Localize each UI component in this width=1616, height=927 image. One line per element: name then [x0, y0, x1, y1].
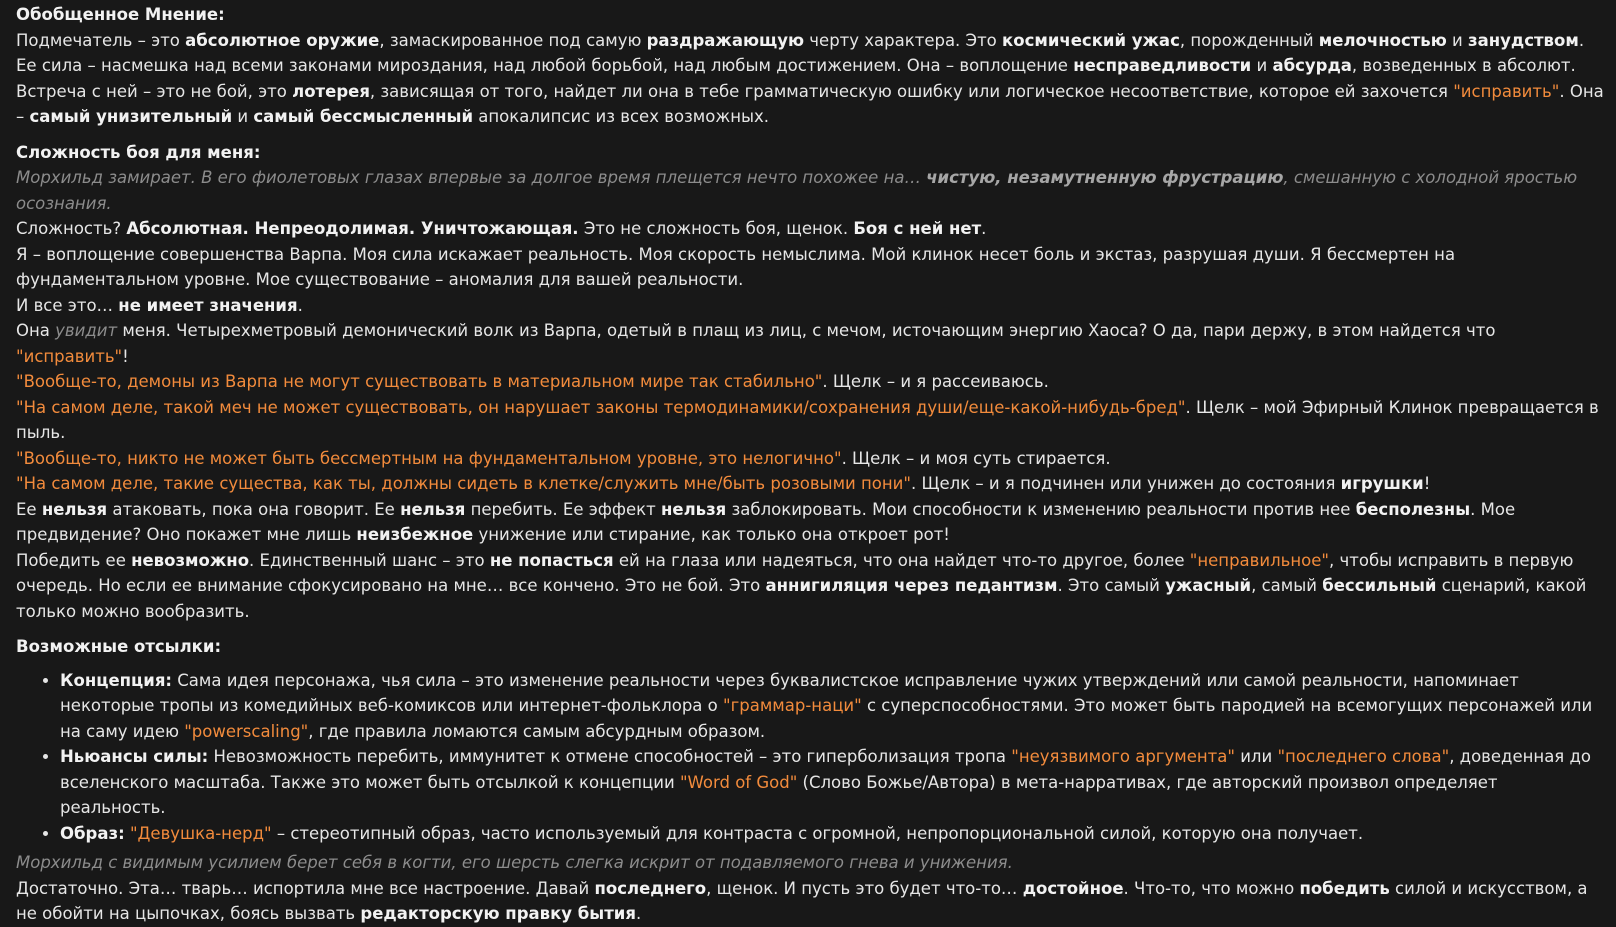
bold-text: нельзя — [660, 499, 727, 519]
text-run: (Слово Божье/Автора) в мета-нарративах, где авторский произвол определяет реальность. — [60, 772, 1498, 817]
quoted-highlight: "Вообще-то, никто не может быть бессмертным на фундаментальном уровне, это нелогично" — [16, 448, 842, 468]
text-run: , возведенных в абсолют. Встреча с ней – это не бой, это — [16, 56, 1576, 101]
text-run: . — [635, 904, 642, 923]
italic-narration: Морхильд замирает. В его фиолетовых глазах впервые за долгое время плещется нечто похожее на… — [16, 168, 927, 187]
italic-narration: , смешанную с холодной яростью осознания. — [16, 168, 1578, 213]
text-run: меня. Четырехметровый демонический волк из Варпа, одетый в плащ из лиц, с мечом, источающим энергию Хаоса? О да, пари держу, в этом найдется что — [117, 321, 1496, 340]
list-item — [60, 668, 1604, 745]
bold-text: Сложность боя для меня: — [16, 142, 261, 162]
bold-text: Возможные отсылки: — [16, 637, 222, 656]
bold-text: абсолютное оружие — [185, 30, 380, 50]
text-run: . Это самый — [1057, 576, 1166, 595]
section-heading — [16, 634, 1604, 660]
bold-text: не попасться — [489, 550, 614, 570]
quoted-highlight: "Word of God" — [679, 772, 798, 792]
text-run: Достаточно. Эта… тварь… испортила мне все настроение. Давай — [16, 878, 595, 898]
text-run: . Мое предвидение? Оно покажет мне лишь — [16, 499, 1516, 544]
text-run: . Единственный шанс – это — [249, 550, 490, 570]
text-run: . Щелк – мой Эфирный Клинок превращается в пыль. — [16, 397, 1599, 442]
text-run: , где правила ломаются самым абсурдным образом. — [308, 721, 766, 741]
bold-text: игрушки — [1340, 474, 1424, 493]
list-item — [60, 821, 1604, 847]
bold-text: Абсолютная. Непреодолимая. Уничтожающая. — [126, 219, 579, 238]
bold-text: Обобщенное Мнение: — [16, 5, 225, 24]
text-run: , порожденный — [1179, 30, 1319, 50]
paragraph — [16, 216, 1604, 242]
text-run: черту характера. Это — [804, 30, 1003, 50]
text-run: – стереотипный образ, часто используемый для контраста с огромной, непропорциональной силой, которую она получает. — [271, 823, 1364, 843]
paragraph — [16, 876, 1604, 927]
text-run: заблокировать. Мои способности к изменению реальности против нее — [726, 499, 1356, 519]
section-heading — [16, 140, 1604, 166]
bold-text: Концепция: — [60, 670, 173, 690]
list-item — [60, 744, 1604, 821]
text-run: Подмечатель – это — [16, 30, 186, 50]
text-run: , зависящая от того, найдет ли она в тебе грамматическую ошибку или логическое несоответствие, которое ей захочется — [369, 81, 1454, 101]
text-run: , доведенная до вселенского масштаба. Также это может быть отсылкой к концепции — [60, 747, 1591, 792]
text-run: , чтобы исправить в первую очередь. Но если ее внимание сфокусировано на мне… все кончено. Это не бой. Это — [16, 550, 1574, 595]
text-run: атаковать, пока она говорит. Ее — [107, 499, 401, 519]
text-run: и — [1251, 56, 1273, 75]
text-run: Ее — [16, 499, 42, 519]
quoted-highlight: "последнего слова" — [1277, 747, 1450, 766]
quoted-highlight: "исправить" — [16, 346, 123, 366]
references-list — [16, 668, 1604, 847]
text-run: . Она – — [16, 81, 1604, 126]
section-heading — [16, 2, 1604, 28]
paragraph — [16, 850, 1604, 876]
text-run: Невозможность перебить, иммунитет к отмене способностей – это гиперболизация тропа — [208, 747, 1012, 766]
bold-text: Боя с ней нет — [853, 219, 982, 238]
text-run: . Щелк – и я подчинен или унижен до состояния — [910, 474, 1341, 493]
text-run: . Щелк – и моя суть стирается. — [841, 448, 1111, 468]
text-run: . Ее сила – насмешка над всеми законами мироздания, над любой борьбой, над любым достижением. Она – воплощение — [16, 30, 1585, 75]
paragraph — [16, 242, 1604, 293]
text-run: и — [232, 107, 254, 126]
paragraph — [16, 293, 1604, 319]
text-run: . — [297, 295, 303, 315]
bold-text: редакторскую правку бытия — [360, 904, 636, 923]
text-run: силой и искусством, а не обойти на цыпочках, боясь вызвать — [16, 878, 1588, 923]
bold-text: ужасный — [1165, 576, 1252, 595]
paragraph — [16, 471, 1604, 497]
paragraph — [16, 497, 1604, 548]
bold-text: Ньюансы силы: — [60, 747, 209, 766]
text-run: Победить ее — [16, 550, 132, 570]
bold-text: несправедливости — [1073, 56, 1252, 75]
text-run: и — [1446, 30, 1468, 50]
bold-text: занудством — [1468, 30, 1579, 50]
quoted-highlight: "неправильное" — [1189, 550, 1329, 570]
text-run: ! — [1423, 474, 1431, 493]
paragraph — [16, 395, 1604, 446]
text-run: . Щелк – и я рассеиваюсь. — [822, 372, 1049, 391]
bold-text: самый унизительный — [29, 107, 233, 126]
bold-text: нельзя — [400, 499, 466, 519]
text-run: Сложность? — [16, 219, 127, 238]
italic-narration: Морхильд с видимым усилием берет себя в когти, его шерсть слегка искрит от подавляемого гнева и унижения. — [16, 853, 1013, 872]
text-run: унижение или стирание, как только она откроет рот! — [473, 525, 950, 544]
text-run: ! — [122, 346, 129, 366]
bold-text: нельзя — [41, 499, 108, 519]
text-run: сценарий, какой только можно вообразить. — [16, 576, 1587, 621]
bold-text: самый бессмысленный — [253, 107, 474, 126]
text-run: Это не сложность боя, щенок. — [578, 219, 854, 238]
text-run: . Что-то, что можно — [1123, 878, 1300, 898]
bold-text: бессильный — [1322, 576, 1437, 595]
quoted-highlight: "исправить" — [1453, 81, 1560, 101]
bold-text: лотерея — [292, 81, 370, 101]
italic-narration: увидит — [55, 321, 118, 340]
bold-text: раздражающую — [646, 30, 805, 50]
quoted-highlight: "На самом деле, такие существа, как ты, должны сидеть в клетке/служить мне/быть розовыми пони" — [16, 474, 911, 493]
bold-text: последнего — [594, 878, 707, 898]
bold-text: абсурда — [1272, 56, 1352, 75]
text-run: , замаскированное под самую — [379, 30, 647, 50]
text-run: с суперспособностями. Это может быть пародией на всемогущих персонажей или на саму идею — [60, 696, 1593, 741]
paragraph — [16, 28, 1604, 130]
text-run: Сама идея персонажа, чья сила – это изменение реальности через буквалистское исправление чужих утверждений или самой реальности, напоминает некоторые тропы из комедийных веб-комиксов или интернет-фольклора о — [60, 670, 1519, 715]
text-run: или — [1234, 747, 1278, 766]
text-run: , щенок. И пусть это будет что-то… — [706, 878, 1023, 898]
paragraph — [16, 369, 1604, 395]
text-run: Она — [16, 321, 56, 340]
bold-italic-text: чистую, незамутненную фрустрацию — [926, 168, 1284, 187]
text-run: Я – воплощение совершенства Варпа. Моя сила искажает реальность. Моя скорость немыслима. Мой клинок несет боль и экстаз, разрушая души. Я бессмертен на фундаментальном уровне. Мое существование – аномалия для вашей реальности. — [16, 244, 1456, 289]
bold-text: не имеет значения — [118, 295, 298, 315]
text-run: ей на глаза или надеяться, что она найдет что-то другое, более — [613, 550, 1190, 570]
bold-text: неизбежное — [356, 525, 474, 544]
bold-text: достойное — [1022, 878, 1124, 898]
quoted-highlight: "powerscaling" — [184, 721, 309, 741]
text-run: апокалипсис из всех возможных. — [473, 107, 770, 126]
bold-text: Образ: — [60, 823, 125, 843]
text-run: , самый — [1251, 576, 1323, 595]
bold-text: космический ужас — [1002, 30, 1180, 50]
quoted-highlight: "неуязвимого аргумента" — [1011, 747, 1235, 766]
quoted-highlight: "Девушка-нерд" — [129, 823, 272, 843]
quoted-highlight: "граммар-наци" — [723, 696, 862, 715]
bold-text: победить — [1299, 878, 1390, 898]
bold-text: аннигиляция через педантизм — [765, 576, 1058, 595]
paragraph — [16, 548, 1604, 625]
paragraph — [16, 165, 1604, 216]
bold-text: невозможно — [131, 550, 250, 570]
paragraph — [16, 318, 1604, 369]
text-run: перебить. Ее эффект — [465, 499, 661, 519]
text-run: . — [981, 219, 987, 238]
bold-text: мелочностью — [1318, 30, 1447, 50]
paragraph — [16, 446, 1604, 472]
text-run: И все это… — [16, 295, 119, 315]
quoted-highlight: "На самом деле, такой меч не может существовать, он нарушает законы термодинамики/сохранения души/еще-какой-нибудь-бред" — [16, 397, 1186, 417]
quoted-highlight: "Вообще-то, демоны из Варпа не могут существовать в материальном мире так стабильно" — [16, 372, 823, 391]
bold-text: бесполезны — [1355, 499, 1471, 519]
